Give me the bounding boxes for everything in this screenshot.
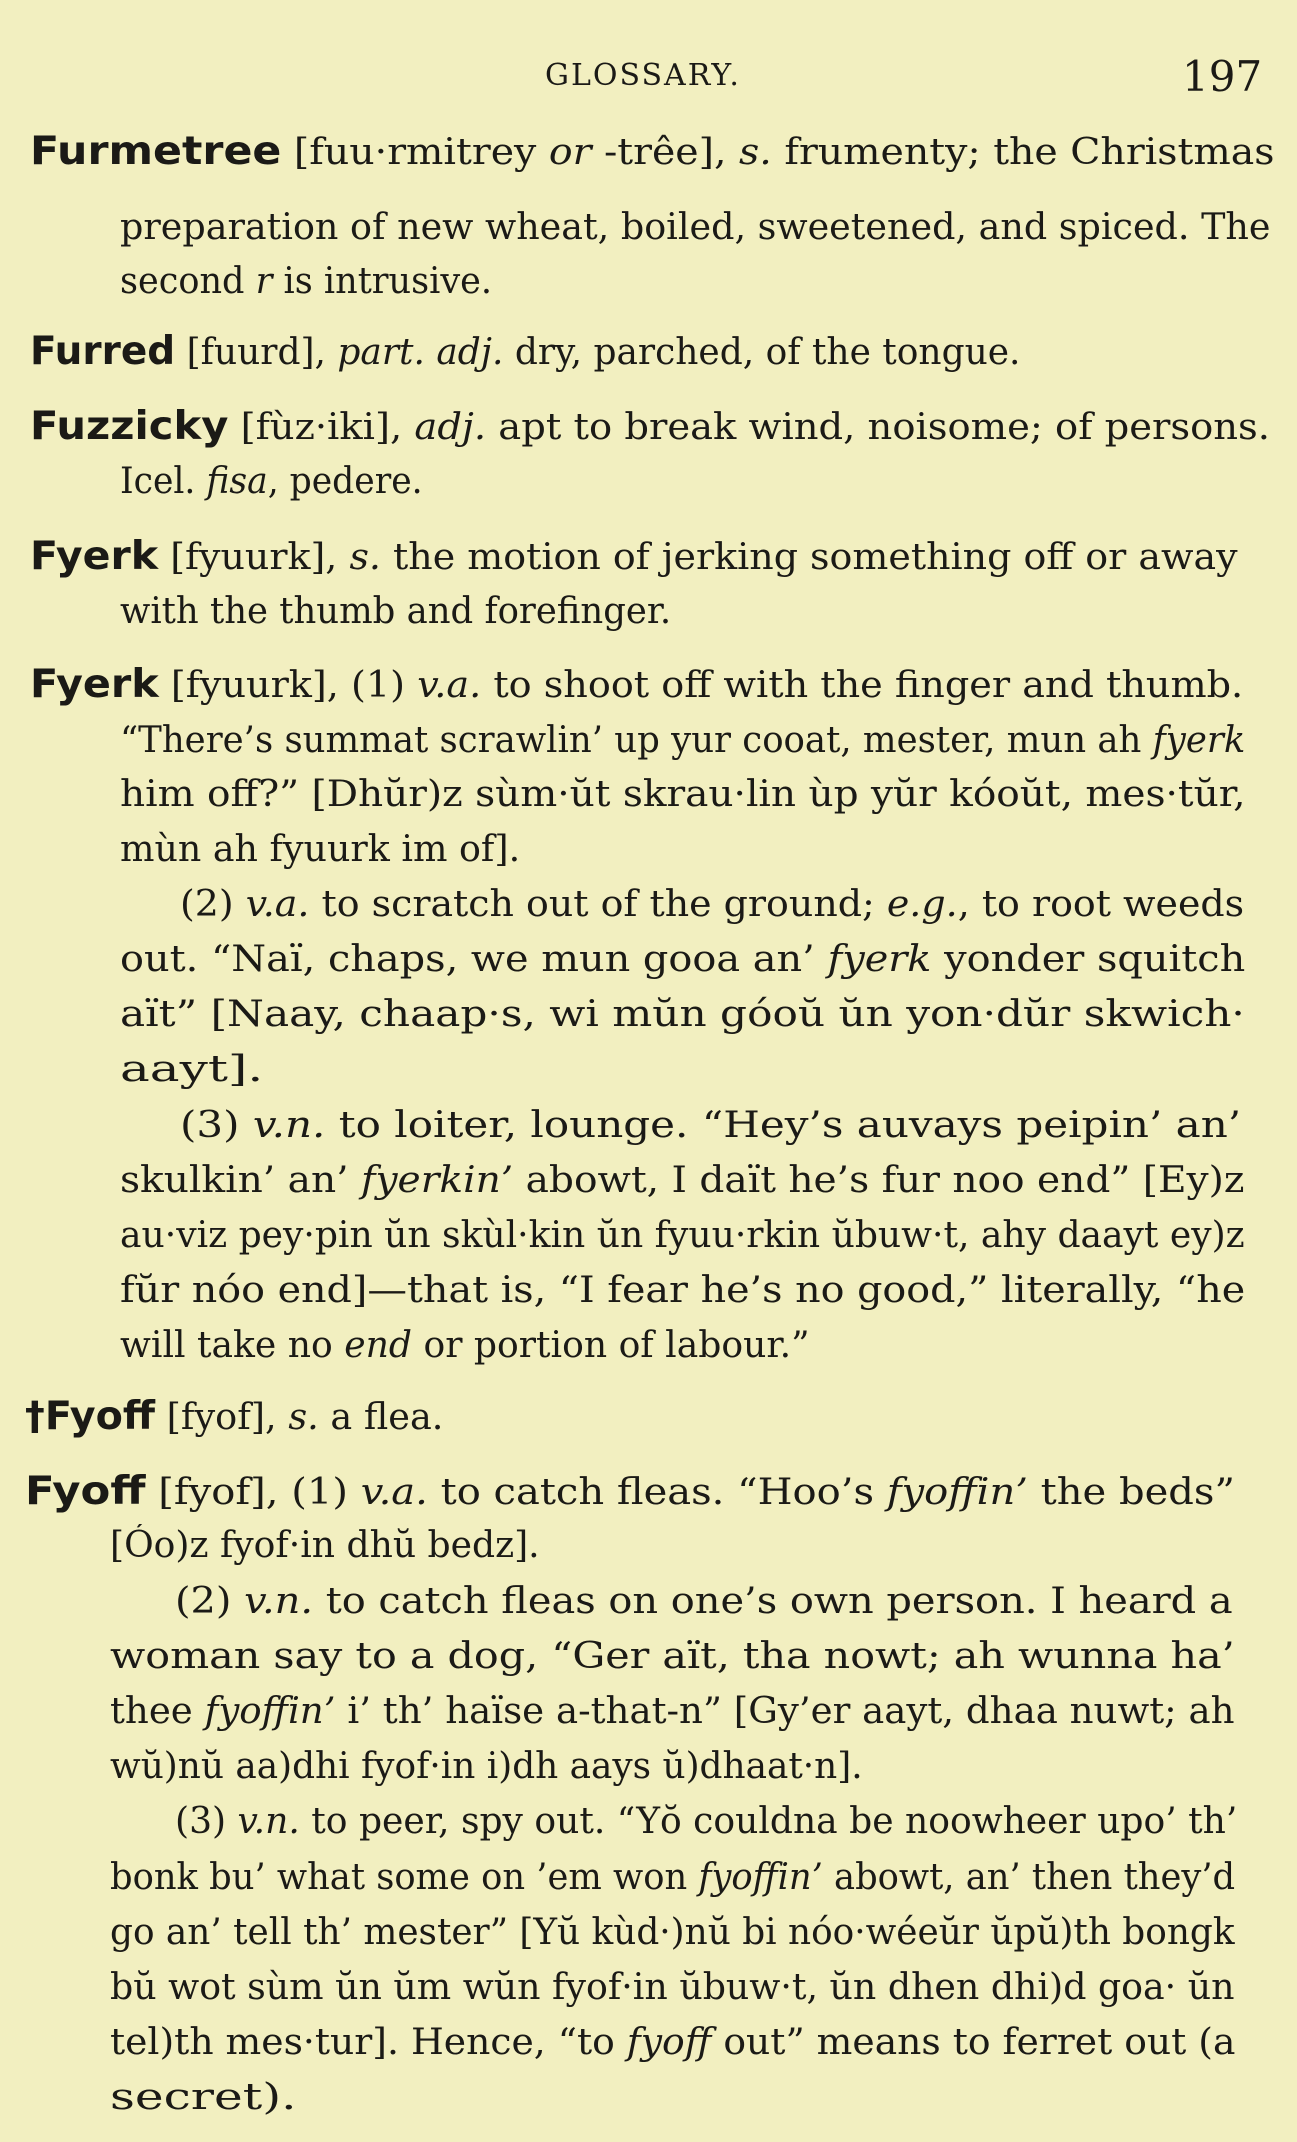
definition-text: [fuu·rmitrey — [281, 132, 549, 173]
definition-text: (3) — [180, 1105, 253, 1146]
definition-text: to catch fleas on one’s own person. I heard a — [313, 1581, 1233, 1622]
definition-text: or portion of labour.” — [411, 1325, 810, 1366]
definition-text: the motion of jerking something off or away — [380, 537, 1238, 578]
definition-text: out. “Naï, chaps, we mun gooa an’ — [120, 939, 828, 980]
entry-line — [110, 1524, 540, 1568]
headword: †Fyoff — [25, 1394, 156, 1439]
definition-text: Icel. — [120, 461, 207, 502]
entry-line — [30, 535, 1238, 580]
entry-line — [120, 938, 1245, 982]
headword: Fuzzicky — [30, 404, 229, 449]
italic-text: s. — [288, 1397, 319, 1438]
definition-text: thee — [110, 1691, 205, 1732]
italic-text: v.n. — [252, 1105, 326, 1146]
definition-text: fŭr nóo end]—that is, “I fear he’s no good,” literally, “he — [120, 1270, 1246, 1311]
definition-text: apt to break wind, noisome; of persons. — [486, 407, 1270, 448]
entry-line — [110, 1966, 1234, 2010]
definition-text: [fyuurk], (1) — [158, 665, 418, 706]
definition-text: abowt, an’ then they’d — [822, 1857, 1236, 1898]
definition-text: to scratch out of the ground; — [309, 884, 887, 925]
italic-text: fyoffin’ — [886, 1472, 1028, 1513]
headword: Fyerk — [30, 534, 159, 579]
entry-line — [120, 1048, 263, 1092]
definition-text: aït” [Naay, chaap·s, wi mŭn góoŭ ŭn yon·dŭr skwich· — [120, 994, 1245, 1035]
definition-text: woman say to a dog, “Ger aït, tha nowt; ah wunna ha’ — [110, 1636, 1235, 1677]
italic-text: fyoff — [626, 2022, 712, 2063]
entry-line — [110, 1745, 863, 1789]
definition-text: mùn ah fyuurk im of]. — [120, 829, 521, 870]
definition-text: wŭ)nŭ aa)dhi fyof·in i)dh aays ŭ)dhaat·n]. — [110, 1746, 863, 1787]
entry-line — [25, 1395, 443, 1440]
italic-text: s. — [739, 132, 772, 173]
italic-text: fyerkin’ — [361, 1160, 514, 1201]
definition-text: bŭ wot sùm ŭn ŭm wŭn fyof·in ŭbuw·t, ŭn dhen dhi)d goa· ŭn — [110, 1967, 1235, 2008]
entry-line — [30, 130, 1274, 175]
italic-text: or — [548, 132, 592, 173]
definition-text: “There’s summat scrawlin’ up yur cooat, mester, mun ah — [120, 720, 1153, 761]
entry-line — [120, 206, 1270, 250]
entry-line — [120, 828, 520, 872]
definition-text: secret). — [110, 2077, 297, 2118]
italic-text: adj. — [414, 407, 487, 448]
entry-line — [30, 663, 1243, 708]
definition-text: a flea. — [318, 1397, 444, 1438]
italic-text: v.a. — [245, 884, 310, 925]
definition-text: yonder squitch — [931, 939, 1246, 980]
definition-text: to loiter, lounge. “Hey’s auvays peipin’ an’ — [325, 1105, 1242, 1146]
entry-line — [120, 460, 423, 504]
running-title: GLOSSARY. — [545, 58, 741, 93]
entry-line — [110, 1690, 1235, 1734]
entry-line — [110, 1911, 1235, 1955]
entry-line — [120, 1269, 1245, 1313]
definition-text: is intrusive. — [272, 261, 493, 302]
definition-text: au·viz pey·pin ŭn skùl·kin ŭn fyuu·rkin ŭbuw·t, ahy daayt ey)z — [120, 1215, 1245, 1256]
definition-text: out” means to ferret out (a — [711, 2022, 1236, 2063]
definition-text: with the thumb and forefinger. — [120, 591, 672, 632]
definition-text: -trêe], — [591, 132, 740, 173]
definition-text: second — [120, 261, 256, 302]
page-header — [0, 50, 1297, 100]
entry-line — [120, 1324, 810, 1368]
definition-text: frumenty; the Christmas — [771, 132, 1275, 173]
italic-text: s. — [349, 537, 381, 578]
definition-text: abowt, I daït he’s fur noo end” [Ey)z — [513, 1160, 1245, 1201]
definition-text: [fuurd], — [175, 332, 338, 373]
definition-text: [fyuurk], — [158, 537, 350, 578]
entry-line — [110, 1635, 1235, 1679]
italic-text: e.g. — [886, 884, 958, 925]
entry-line — [120, 260, 492, 304]
definition-text: , to root weeds — [957, 884, 1245, 925]
headword: Furred — [30, 329, 176, 374]
definition-text: bonk bu’ what some on ’em won — [110, 1857, 699, 1898]
italic-text: fisa — [206, 461, 268, 502]
definition-text: i’ th’ haïse a-that-n” [Gy’er aayt, dhaa nuwt; ah — [335, 1691, 1235, 1732]
headword: Fyerk — [30, 662, 159, 707]
entry-line — [30, 405, 1270, 450]
entry-line — [120, 590, 671, 634]
italic-text: fyerk — [1152, 720, 1246, 761]
definition-text: go an’ tell th’ mester” [Yŭ kùd·)nŭ bi nóo·wéeŭr ŭpŭ)th bongk — [110, 1912, 1235, 1953]
definition-text: [fyof], (1) — [145, 1472, 361, 1513]
italic-text: end — [344, 1325, 412, 1366]
entry-line — [25, 1470, 1235, 1515]
definition-text: dry, parched, of the tongue. — [503, 332, 1021, 373]
definition-text: tel)th mes·tur]. Hence, “to — [110, 2022, 627, 2063]
entry-line — [180, 1104, 1241, 1148]
definition-text: (2) — [175, 1581, 245, 1622]
definition-text: [fùz·iki], — [228, 407, 415, 448]
entry-line — [120, 773, 1246, 817]
definition-text: preparation of new wheat, boiled, sweetened, and spiced. The — [120, 207, 1271, 248]
definition-text: (2) — [180, 884, 246, 925]
italic-text: v.n. — [244, 1581, 314, 1622]
definition-text: him off?” [Dhŭr)z sùm·ŭt skrau·lin ùp yŭr kóoŭt, mes·tŭr, — [120, 774, 1246, 815]
entry-line — [110, 1856, 1235, 1900]
italic-text: v.n. — [237, 1801, 300, 1842]
entry-line — [110, 2076, 297, 2120]
entry-line — [175, 1800, 1237, 1844]
definition-text: to catch fleas. “Hoo’s — [427, 1472, 887, 1513]
italic-text: v.a. — [417, 665, 482, 706]
italic-text: part. adj. — [337, 332, 504, 373]
entry-line — [120, 719, 1245, 763]
entry-line — [110, 2021, 1235, 2065]
italic-text: fyoffin’ — [204, 1691, 336, 1732]
entry-line — [120, 1214, 1245, 1258]
headword: Furmetree — [30, 129, 282, 174]
entry-line — [175, 1580, 1233, 1624]
definition-text: , pedere. — [267, 461, 423, 502]
definition-text: the beds” — [1027, 1472, 1235, 1513]
entry-line — [180, 883, 1244, 927]
entry-line — [30, 330, 1020, 375]
italic-text: fyoffin’ — [698, 1857, 823, 1898]
definition-text: to shoot off with the finger and thumb. — [481, 665, 1244, 706]
definition-text: will take no — [120, 1325, 345, 1366]
italic-text: r — [255, 261, 273, 302]
definition-text: [fyof], — [155, 1397, 289, 1438]
italic-text: v.a. — [360, 1472, 428, 1513]
entry-line — [120, 993, 1245, 1037]
definition-text: (3) — [175, 1801, 238, 1842]
headword: Fyoff — [25, 1469, 146, 1514]
definition-text: aayt]. — [120, 1049, 264, 1090]
entry-line — [120, 1159, 1244, 1203]
definition-text: [Óo)z fyof·in dhŭ bedz]. — [110, 1525, 540, 1566]
definition-text: to peer, spy out. “Yŏ couldna be noowheer upo’ th’ — [299, 1801, 1238, 1842]
italic-text: fyerk — [827, 939, 932, 980]
page-number: 197 — [1182, 52, 1263, 101]
definition-text: skulkin’ an’ — [120, 1160, 362, 1201]
